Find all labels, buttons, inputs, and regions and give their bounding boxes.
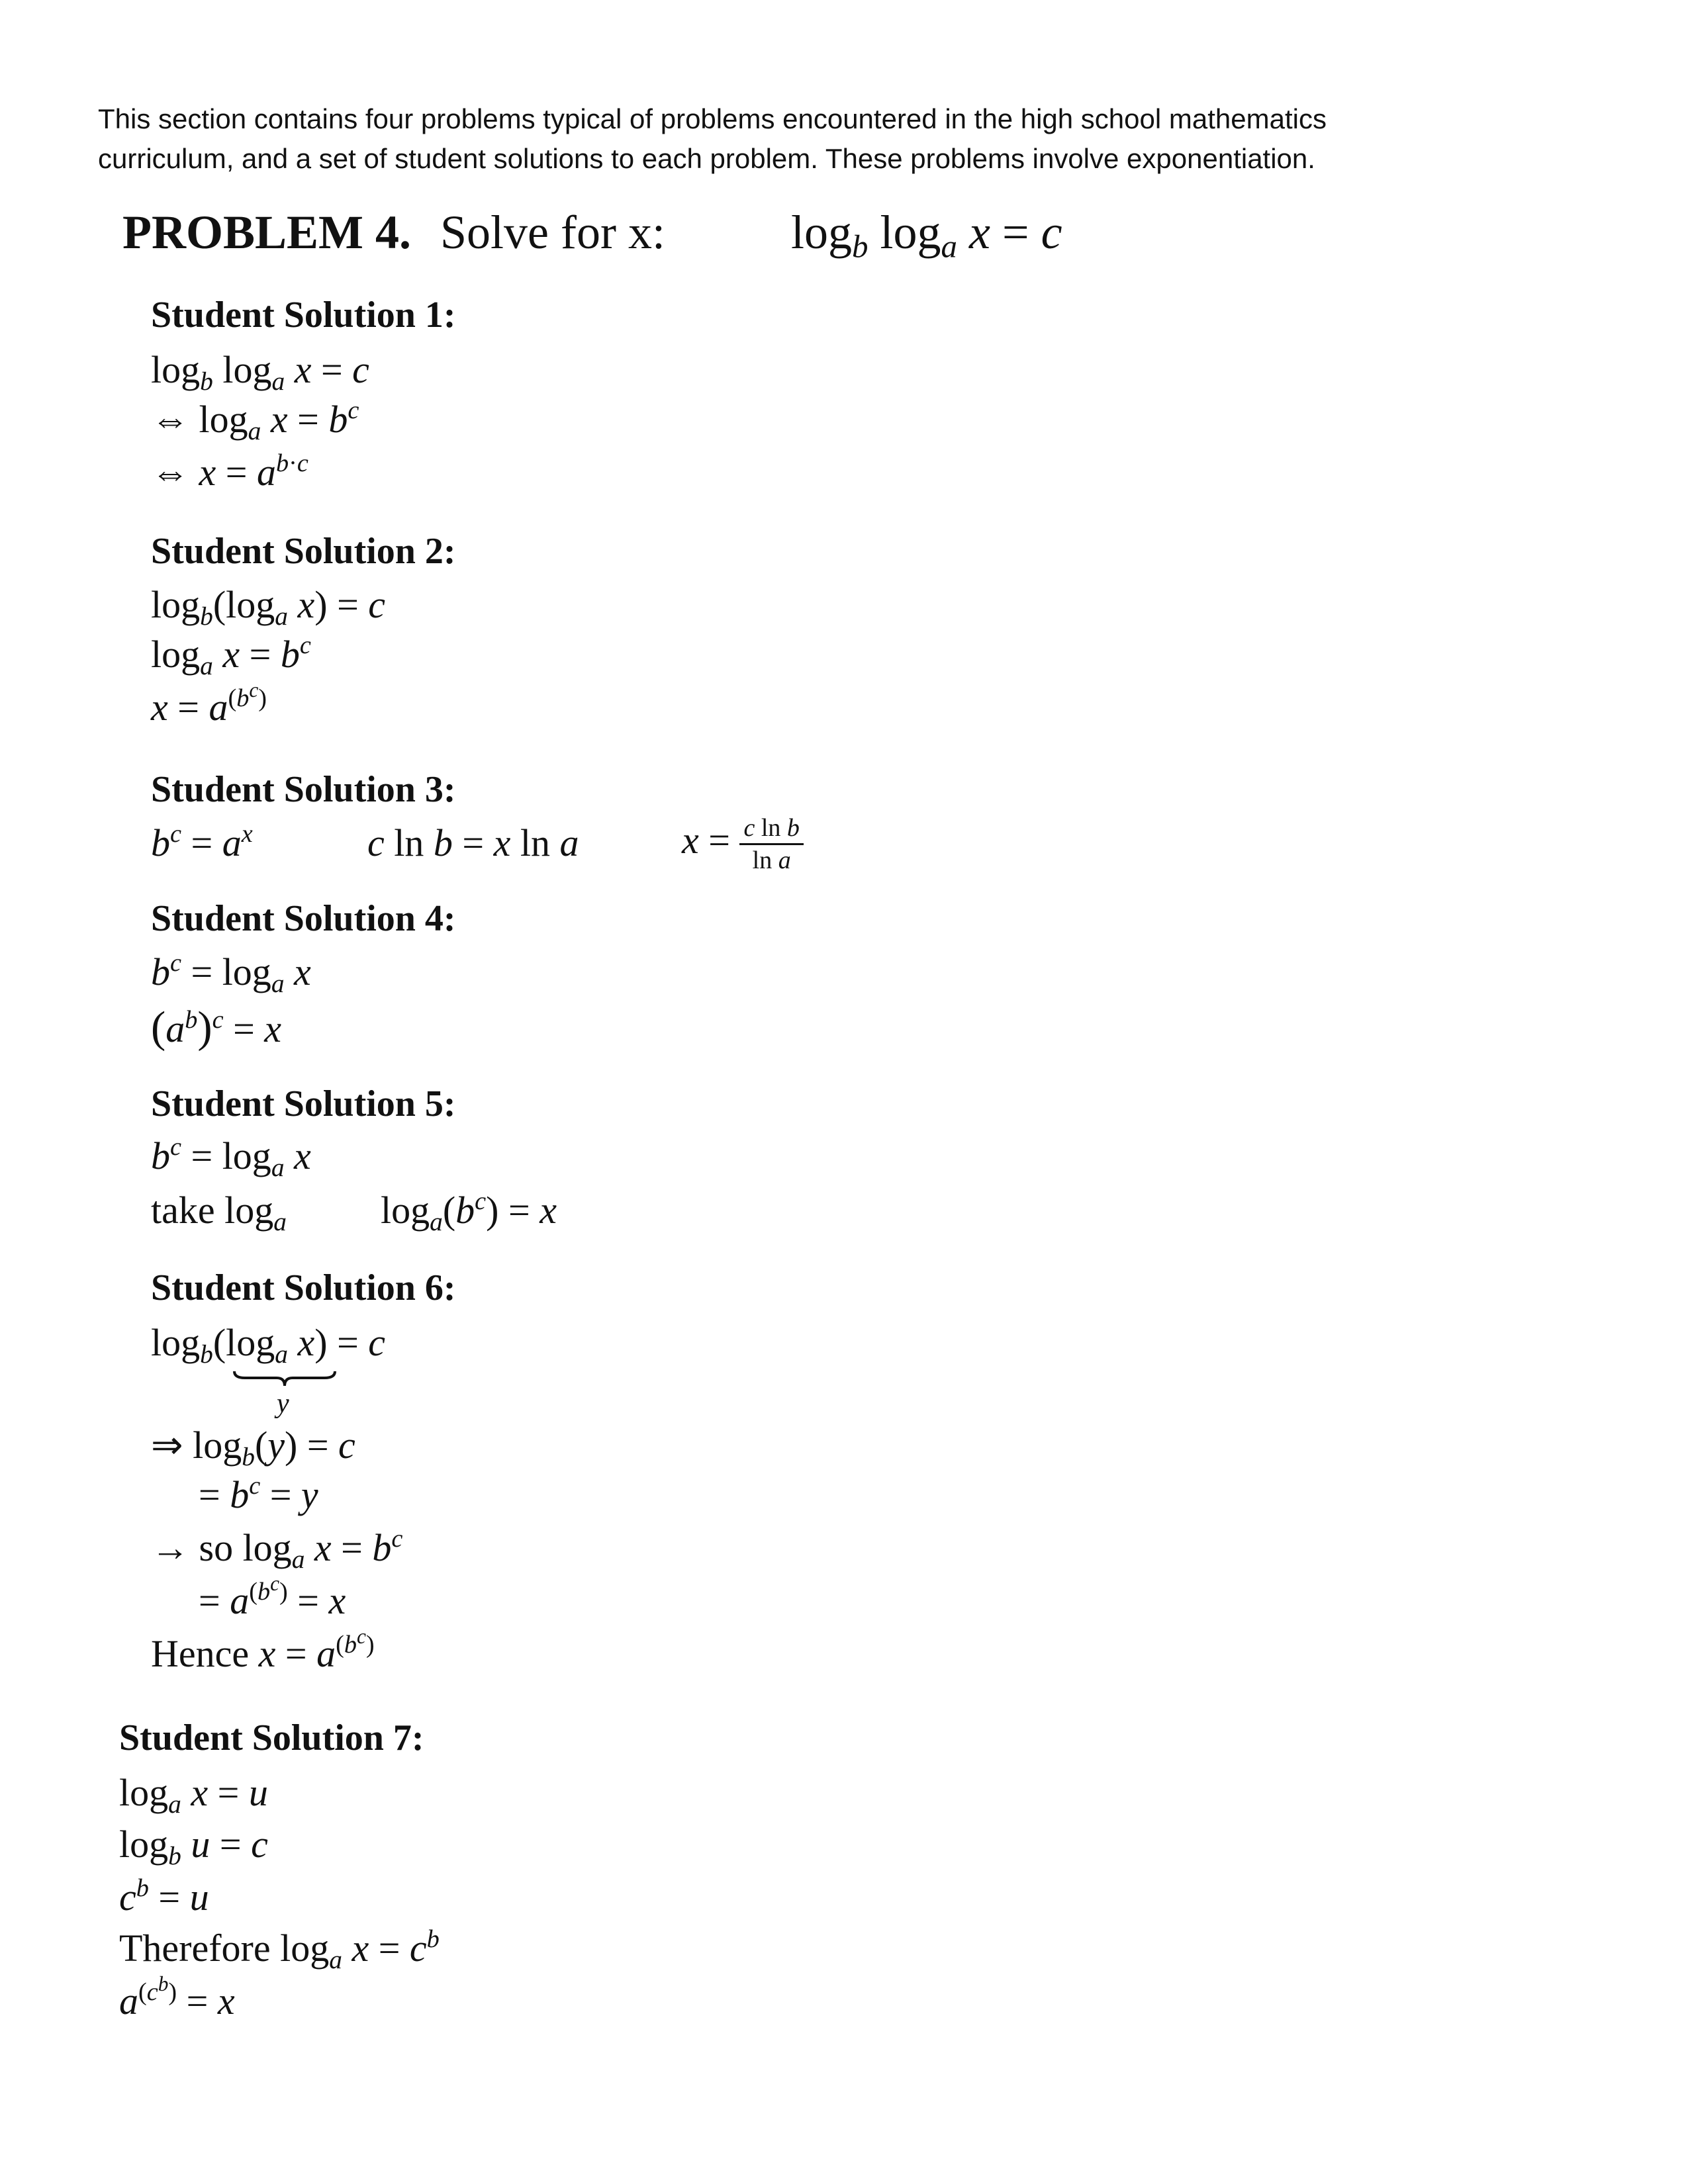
solution-1-line-1: $\log_b \log_a x = c$ [151, 348, 369, 396]
solution-3-fraction: $\frac{\text{c ln b}}{\text{ln a}}$ [739, 815, 803, 873]
intro-text [98, 99, 1554, 179]
solution-1-heading: Student Solution 1: [151, 295, 456, 336]
solution-6-line-1: $\log_b(\log_a$ x) = c [151, 1321, 386, 1369]
solution-6-line-2: ⇒ $\log_b(y) = c$ [151, 1424, 355, 1472]
solution-3-eq-1: $b^c = a^x$ [151, 819, 253, 864]
solution-7-line-1: $\log_a x = u$ [119, 1771, 268, 1819]
solution-1-line-2: ⇔ $\log_a x = b^c$ [151, 396, 359, 446]
solution-5-line-3: $\log_a(b^c) = x$ [381, 1187, 557, 1237]
solution-7-line-3: $c^b = u$ [119, 1874, 209, 1919]
solution-6-line-6: Hence $x = a^{(b^c)}$ [151, 1624, 375, 1675]
solution-2-line-2: $\log_a x = b^c$ [151, 631, 311, 681]
solution-2-line-3: $x = a^{(b^c)}$ [151, 678, 267, 729]
intro-line-2: curriculum, and a set of student solutions to each problem. These problems involve exponentiation. [98, 143, 1315, 174]
solution-4-heading: Student Solution 4: [151, 898, 456, 939]
solution-6-line-5: = $a^{(b^c)} = x$ [199, 1571, 346, 1622]
underbrace-icon [232, 1369, 338, 1388]
intro-line-1: This section contains four problems typical of problems encountered in the high school mathematics [98, 103, 1327, 134]
solution-6-brace-label: y [277, 1388, 289, 1419]
solution-5-line-2: take $\log_a$ [151, 1189, 287, 1237]
solution-3-eq-3: x = $\frac{\text{c ln b}}{\text{ln a}}$ [682, 815, 804, 873]
solution-6-line-4: → so $\log_a x = b^c$ [151, 1524, 403, 1574]
solution-7-heading: Student Solution 7: [119, 1717, 424, 1758]
solution-7-line-4: Therefore $\log_a x = c^b$ [119, 1925, 440, 1975]
solution-2-line-1: $\log_b(\log_a$ x) = c [151, 583, 386, 631]
solution-4-line-1: $b^c = \log_a x$ [151, 948, 311, 999]
solution-1-line-3: ⇔ $x = a^{b\cdot c}$ [151, 449, 308, 494]
solution-7-line-5: $a^{(c^b)} = x$ [119, 1972, 235, 2023]
solution-3-heading: Student Solution 3: [151, 769, 456, 810]
solution-5-heading: Student Solution 5: [151, 1083, 456, 1124]
solution-6-heading: Student Solution 6: [151, 1267, 456, 1308]
solution-6-line-3: = $b^c = y$ [199, 1471, 318, 1516]
solution-5-line-1: $b^c = \log_a x$ [151, 1132, 311, 1183]
solution-7-line-2: $\log_b u = c$ [119, 1823, 268, 1871]
solution-2-heading: Student Solution 2: [151, 531, 456, 572]
problem-header [122, 206, 412, 259]
solution-4-line-2: $(a^b)^c = x$ [151, 1003, 282, 1052]
problem-label: PROBLEM 4. [122, 206, 412, 259]
problem-prompt: Solve for x: [440, 206, 665, 259]
solution-3-eq-2: c ln b = x ln a [367, 821, 579, 864]
problem-equation: $\log_b \log_a x = c$ [791, 206, 1062, 265]
